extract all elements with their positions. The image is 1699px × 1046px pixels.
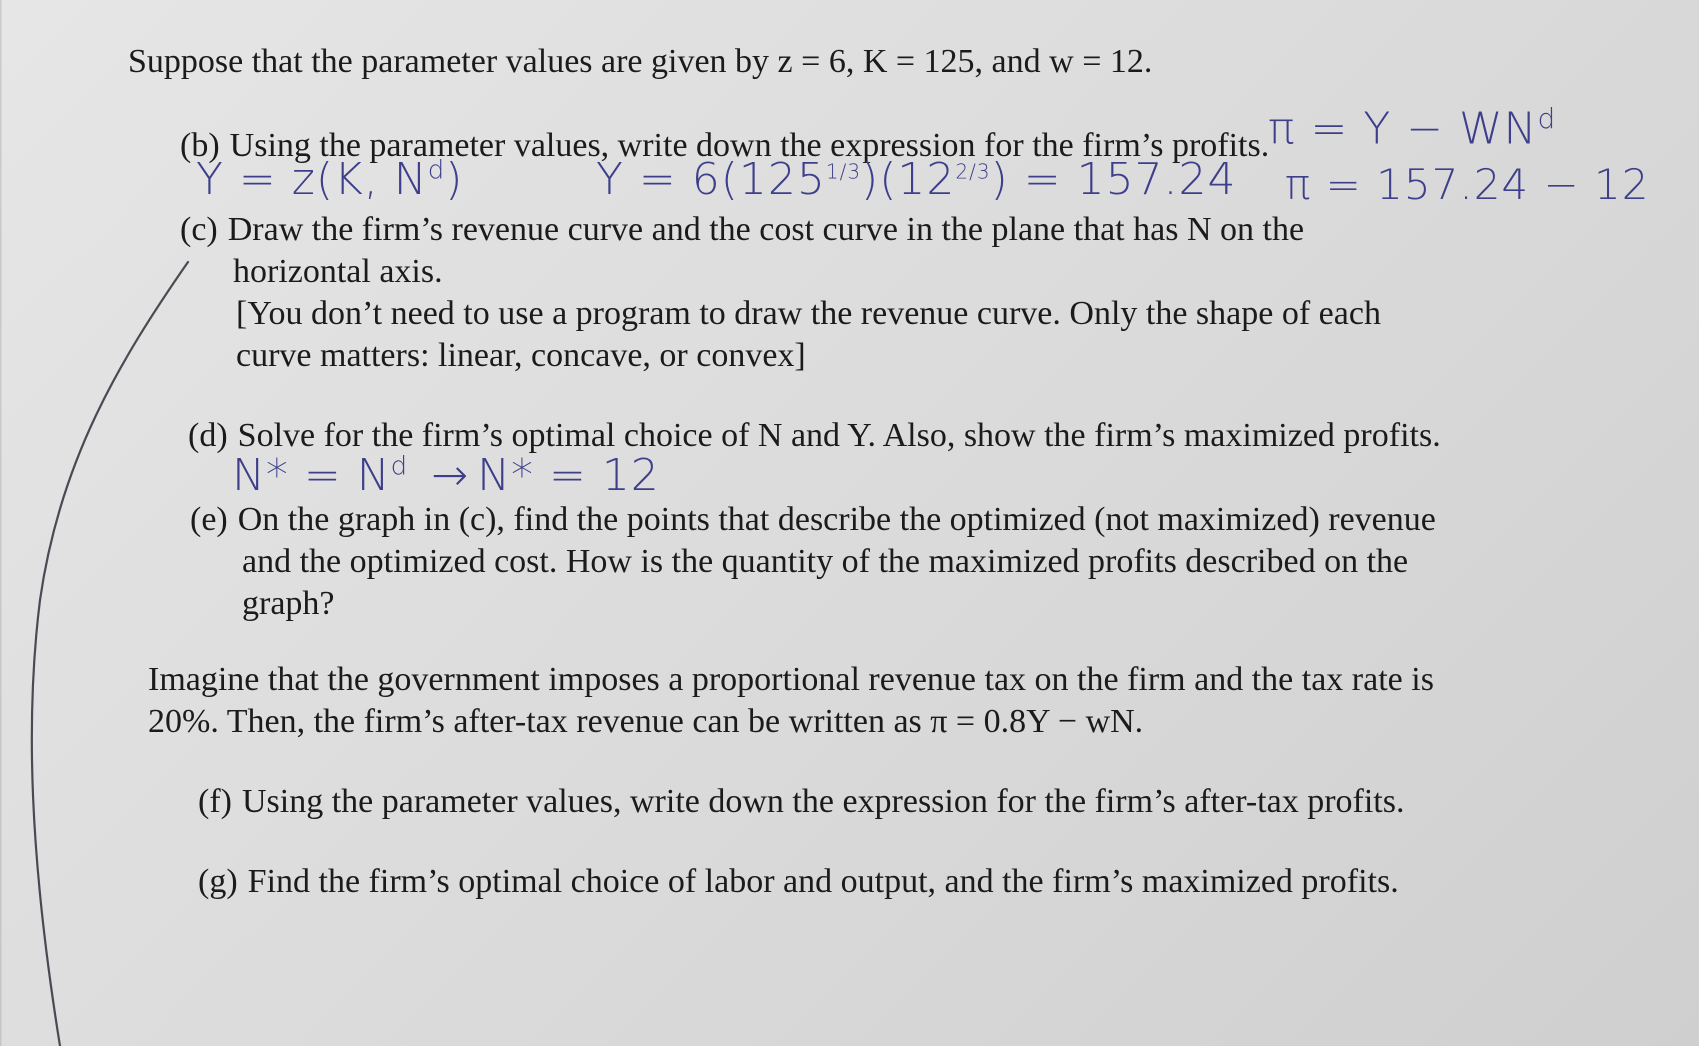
question-e-line-3: graph?	[242, 585, 335, 622]
question-e-label: (e)	[190, 501, 228, 538]
computation-end: ) = 157.24	[990, 154, 1237, 205]
question-f-label: (f)	[198, 783, 232, 820]
arrow-icon: →	[431, 450, 470, 501]
handwritten-production-function	[196, 154, 463, 205]
question-c-text-1: Draw the firm’s revenue curve and the cost curve in the plane that has N on the	[227, 211, 1305, 248]
question-e-text-1: On the graph in (c), find the points that describe the optimized (not maximized) revenue	[237, 501, 1436, 538]
profit-formula-text: π = Y − WN	[1268, 103, 1538, 155]
question-b-label: (b)	[180, 127, 220, 164]
tax-paragraph-line-2: 20%. Then, the firm’s after-tax revenue can be written as π = 0.8Y − wN.	[148, 703, 1144, 740]
question-b-text: Using the parameter values, write down the expression for the firm’s profits.	[229, 127, 1270, 164]
computation-text: Y = 6(125	[596, 154, 826, 205]
question-c-label: (c)	[180, 211, 218, 248]
question-g-text: Find the firm’s optimal choice of labor and output, and the firm’s maximized profits.	[247, 863, 1399, 900]
question-c-line-4: curve matters: linear, concave, or convex]	[236, 337, 806, 374]
question-e-line-2: and the optimized cost. How is the quantity of the maximized profits described on the	[242, 543, 1409, 580]
handwritten-optimal-labor	[232, 450, 660, 501]
handwritten-profit-formula	[1268, 102, 1556, 155]
handwritten-output-computation	[596, 154, 1237, 205]
question-f-text: Using the parameter values, write down the expression for the firm’s after-tax profits.	[241, 783, 1405, 820]
production-text: Y = z(K, N	[196, 154, 428, 205]
question-d-text: Solve for the firm’s optimal choice of N and Y. Also, show the firm’s maximized profits.	[237, 417, 1441, 454]
tax-paragraph-line-1: Imagine that the government imposes a proportional revenue tax on the firm and the tax rate is	[148, 661, 1434, 698]
handwritten-profit-calculation	[1285, 160, 1649, 209]
computation-mid: )(12	[861, 154, 956, 205]
optimal-labor-text-2: N* = 12	[477, 450, 660, 501]
question-c-line-3: [You don’t need to use a program to draw the revenue curve. Only the shape of each	[236, 295, 1381, 332]
production-sup: d	[427, 155, 446, 186]
production-close: )	[445, 154, 464, 205]
question-c-line-1	[180, 210, 1304, 250]
question-c-line-2: horizontal axis.	[233, 253, 443, 290]
question-g	[198, 862, 1399, 902]
optimal-labor-sup: d	[390, 451, 409, 482]
computation-exponent-1: 1/3	[825, 159, 862, 184]
profit-calc-text: π = 157.24 − 12	[1285, 160, 1650, 209]
intro-text: Suppose that the parameter values are given by z = 6, K = 125, and w = 12.	[128, 43, 1153, 80]
optimal-labor-text-1: N* = N	[232, 450, 391, 501]
question-g-label: (g)	[198, 863, 238, 900]
question-d-label: (d)	[188, 417, 228, 454]
question-f	[198, 782, 1404, 822]
profit-formula-sup: d	[1537, 102, 1557, 135]
computation-exponent-2: 2/3	[955, 159, 991, 184]
question-e-line-1	[190, 500, 1436, 540]
